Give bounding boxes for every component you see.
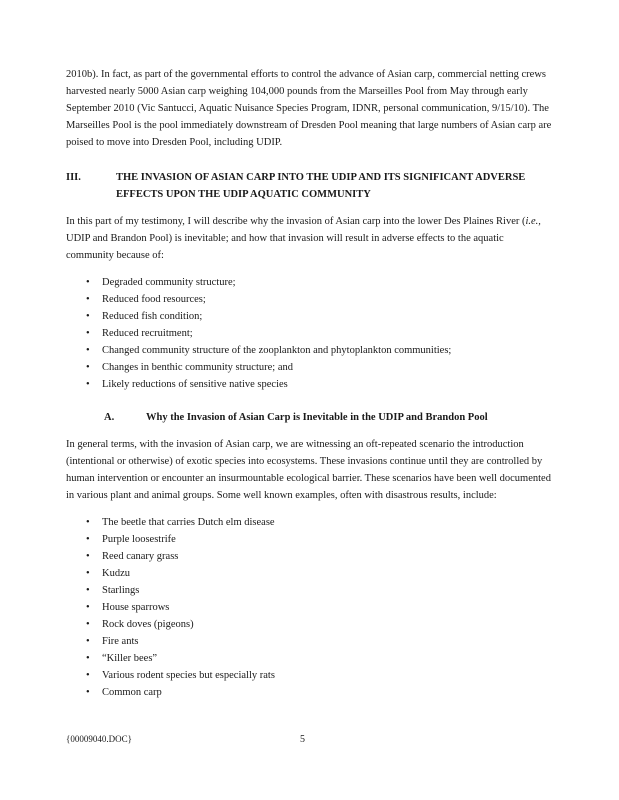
list-item: • Fire ants (66, 633, 553, 650)
list-item: • Changed community structure of the zooplankton and phytoplankton communities; (66, 342, 553, 359)
list-item: • Changes in benthic community structure; and (66, 359, 553, 376)
section-intro-part1: In this part of my testimony, I will describe why the invasion of Asian carp into the lower Des Plaines River ( (66, 216, 526, 227)
bullet-icon: • (86, 568, 90, 579)
subsection-letter: A. (104, 412, 115, 423)
list-item: • Reed canary grass (66, 548, 553, 565)
bullet-icon: • (86, 328, 90, 339)
bullet-icon: • (86, 311, 90, 322)
intro-paragraph: 2010b). In fact, as part of the governmental efforts to control the advance of Asian carp, commercial netting crews harvested nearly 5000 Asian carp weighing 104,000 pounds from the Marseilles Pool from May through early September 2010 (Vic Santucci, Aquatic Nuisance Species Program, IDNR, personal communication, 9/15/10). The Marseilles Pool is the pool immediately downstream of Dresden Pool meaning that large numbers of Asian carp are poised to move into Dresden Pool, including UDIP. (66, 69, 552, 148)
list-item: • Starlings (66, 582, 553, 599)
list-item: • Kudzu (66, 565, 553, 582)
bullet-icon: • (86, 517, 90, 528)
list-item: • Degraded community structure; (66, 274, 553, 291)
list-item: • “Killer bees” (66, 650, 553, 667)
bullet-icon: • (86, 670, 90, 681)
list-item: • The beetle that carries Dutch elm disease (66, 514, 553, 531)
list-item: • Reduced recruitment; (66, 325, 553, 342)
examples-list (66, 514, 553, 701)
bullet-icon: • (86, 551, 90, 562)
bullet-icon: • (86, 294, 90, 305)
section-intro-ie: i.e., (525, 216, 541, 227)
bullet-icon: • (86, 534, 90, 545)
bullet-icon: • (86, 653, 90, 664)
subsection-title: Why the Invasion of Asian Carp is Inevitable in the UDIP and Brandon Pool (146, 412, 488, 423)
list-item: • House sparrows (66, 599, 553, 616)
list-item: • Reduced food resources; (66, 291, 553, 308)
page-number: 5 (300, 734, 305, 745)
section-heading (66, 169, 553, 203)
document-page (66, 66, 553, 701)
bullet-icon: • (86, 602, 90, 613)
section-intro-paragraph (66, 213, 553, 264)
bullet-icon: • (86, 379, 90, 390)
list-item: • Various rodent species but especially rats (66, 667, 553, 684)
bullet-icon: • (86, 345, 90, 356)
bullet-icon: • (86, 636, 90, 647)
effects-list (66, 274, 553, 393)
list-item: • Rock doves (pigeons) (66, 616, 553, 633)
section-number: III. (66, 172, 81, 183)
list-item: • Reduced fish condition; (66, 308, 553, 325)
bullet-icon: • (86, 277, 90, 288)
section-title: THE INVASION OF ASIAN CARP INTO THE UDIP AND ITS SIGNIFICANT ADVERSE EFFECTS UPON THE UDIP AQUATIC COMMUNITY (116, 172, 526, 200)
bullet-icon: • (86, 585, 90, 596)
bullet-icon: • (86, 362, 90, 373)
general-paragraph: In general terms, with the invasion of Asian carp, we are witnessing an oft-repeated scenario the introduction (intentional or otherwise) of exotic species into ecosystems. These invasions continue until they are controlled by human intervention or encounter an insurmountable ecological barrier. These scenarios have been well documented in various plant and animal groups. Some well known examples, often with disastrous results, include: (66, 439, 551, 501)
footer-doc-id: {00009040.DOC} (66, 734, 132, 744)
list-item: • Purple loosestrife (66, 531, 553, 548)
list-item: • Common carp (66, 684, 553, 701)
bullet-icon: • (86, 619, 90, 630)
list-item: • Likely reductions of sensitive native species (66, 376, 553, 393)
bullet-icon: • (86, 687, 90, 698)
section-intro-part2: UDIP and Brandon Pool) is inevitable; and how that invasion will result in adverse effects to the aquatic community because of: (66, 233, 504, 261)
subsection-heading (66, 409, 553, 426)
